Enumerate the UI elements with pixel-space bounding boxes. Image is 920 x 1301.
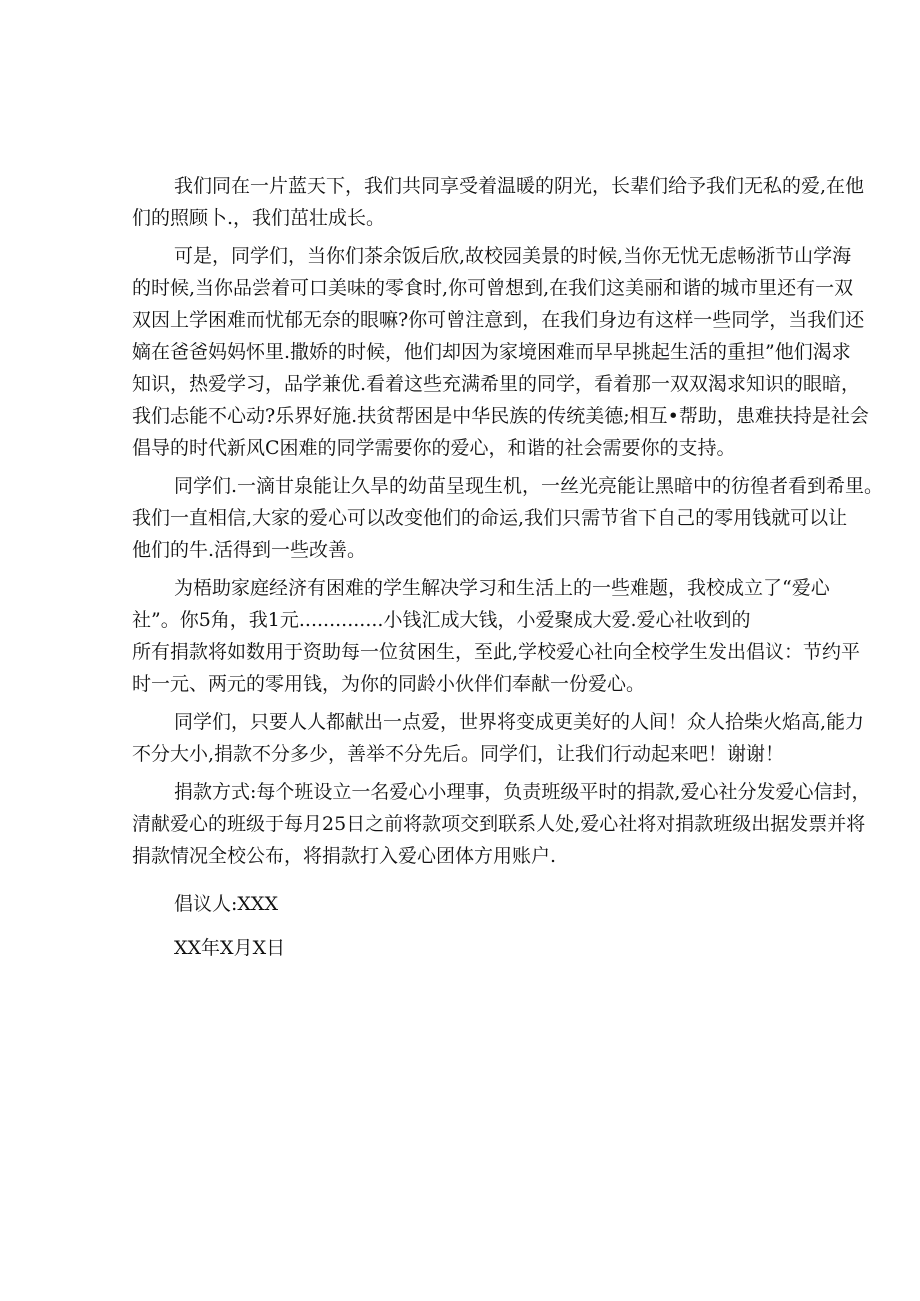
paragraph-3 — [132, 470, 884, 566]
text-line: 我们一直相信,大家的爱心可以改变他们的命运,我们只需节省下自己的零用钱就可以让 — [132, 507, 848, 529]
paragraph-6 — [132, 776, 871, 872]
text-line: 所有捐款将如数用于资助每一位贫困生，至此,学校爱心社向全校学生发出倡议：节约平 — [132, 641, 861, 663]
proposal-document — [132, 170, 884, 964]
paragraph-4 — [132, 572, 861, 700]
paragraph-1 — [132, 170, 865, 234]
paragraph-2 — [132, 240, 869, 464]
text-line: 时一元、两元的零用钱，为你的同龄小伙伴们奉献一份爱心。 — [132, 673, 646, 695]
text-line: 同学们，只要人人都献出一点爱，世界将变成更美好的人间！众人拾柴火焰高,能力 — [174, 711, 865, 733]
text-line: 倡导的时代新风C困难的同学需要你的爱心，和谐的社会需要你的支持。 — [132, 437, 736, 459]
text-line: 我们同在一片蓝天下，我们共同享受着温暖的阴光，长辈们给予我们无私的爱,在他 — [174, 175, 865, 197]
text-line: 捐款情况全校公布，将捐款打入爱心团体方用账户. — [132, 845, 557, 867]
signature: 倡议人:XXX — [174, 893, 278, 915]
date: XX年X月X日 — [174, 937, 286, 959]
text-line: 不分大小,捐款不分多少，善举不分先后。同学们，让我们行动起来吧！谢谢！ — [132, 743, 785, 765]
text-line: 可是，同学们，当你们茶余饭后欣,故校园美景的时候,当你无忧无虑畅浙节山学海 — [174, 245, 852, 267]
text-line: 捐款方式:每个班设立一名爱心小理事，负责班级平时的捐款,爱心社分发爱心信封， — [174, 781, 871, 803]
text-line: 为梧助家庭经济有困难的学生解决学习和生活上的一些难题，我校成立了“爱心 — [174, 577, 830, 599]
text-line: 我们忐能不心动?乐界好施.扶贫帮困是中华民族的传统美德;相互•帮助，患难扶持是社会 — [132, 405, 869, 427]
text-line: 同学们.一滴甘泉能让久旱的幼苗呈现生机，一丝光亮能让黑暗中的彷徨者看到希里。 — [174, 475, 884, 497]
text-line: 们的照顾卜.，我们茁壮成长。 — [132, 207, 386, 229]
text-line: 知识，热爱学习，品学兼优.看着这些充满希里的同学，看着那一双双渴求知识的眼暗， — [132, 373, 861, 395]
text-line: 的时候,当你品尝着可口美味的零食时,你可曾想到,在我们这美丽和谐的城市里还有一双 — [132, 277, 854, 299]
text-line: 他们的牛.活得到一些改善。 — [132, 539, 367, 561]
text-line: 嫡在爸爸妈妈怀里.撒娇的时候，他们却因为家境困难而早早挑起生活的重担”他们渴求 — [132, 341, 851, 363]
text-line: 清献爱心的班级于每月25日之前将款项交到联系人处,爱心社将对捐款班级出据发票并将 — [132, 813, 866, 835]
paragraph-5 — [132, 706, 865, 770]
text-line: 社”。你5角，我1元..............小钱汇成大钱，小爱聚成大爱.爱心社收到的 — [132, 609, 751, 631]
text-line: 双因上学困难而忧郁无奈的眼嘛?你可曾注意到，在我们身边有这样一些同学，当我们还 — [132, 309, 865, 331]
